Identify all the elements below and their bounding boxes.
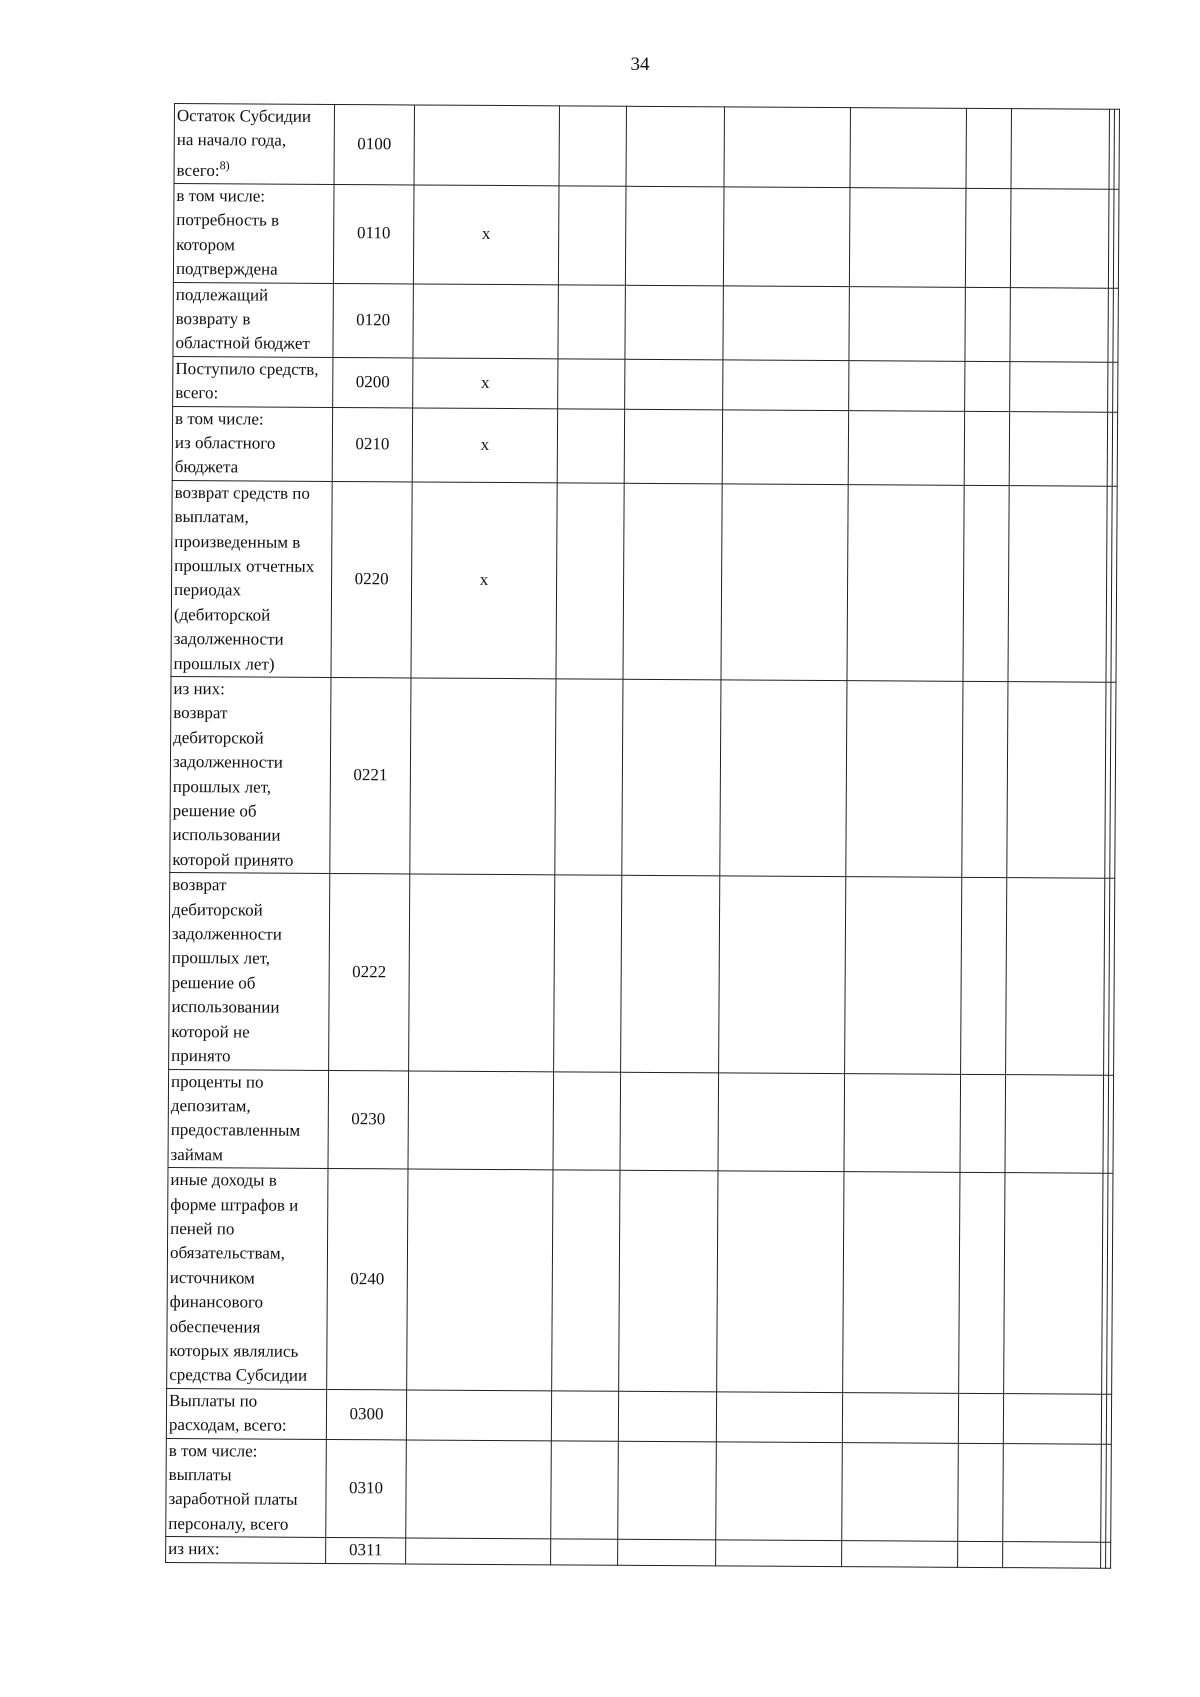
empty-cell <box>626 106 724 186</box>
row-code: 0110 <box>333 184 414 283</box>
table-row <box>166 1388 1111 1444</box>
empty-cell <box>850 108 966 189</box>
empty-cell <box>559 106 626 186</box>
empty-cell <box>1113 288 1118 362</box>
value-cell <box>409 874 555 1071</box>
empty-cell <box>556 483 624 680</box>
empty-cell <box>842 1442 959 1541</box>
empty-cell <box>1003 1542 1101 1568</box>
empty-cell <box>1112 412 1117 486</box>
empty-cell <box>724 107 850 188</box>
empty-cell <box>723 285 849 360</box>
empty-cell <box>962 681 1008 878</box>
row-name: возврат средств по выплатам, произведенным в прошлых отчетных периодах (дебиторской задолженности прошлых лет) <box>173 482 315 674</box>
row-name: из них: возврат дебиторской задолженности прошлых лет, решение об использовании которой принято <box>172 679 294 870</box>
value-cell <box>410 678 556 875</box>
table-body <box>166 104 1120 1568</box>
empty-cell <box>553 1071 621 1170</box>
row-name: Остаток Субсидии на начало года, всего: <box>176 106 312 180</box>
empty-cell <box>723 187 850 286</box>
empty-cell <box>842 1392 958 1443</box>
row-name-cell <box>171 480 332 677</box>
table-row <box>173 356 1118 412</box>
empty-cell <box>1110 682 1116 878</box>
empty-cell <box>625 359 723 409</box>
value-cell <box>414 105 559 186</box>
value-cell <box>413 283 558 358</box>
row-name: Поступило средств, всего: <box>175 358 319 403</box>
empty-cell <box>1004 1173 1103 1394</box>
empty-cell <box>849 360 965 411</box>
value-cell <box>408 1070 554 1170</box>
row-name: иные доходы в форме штрафов и пеней по обязательствам, источником финансового обеспечения которых являлись средства Субсидии <box>169 1170 308 1386</box>
value-cell <box>407 1169 553 1391</box>
row-name: подлежащий возврату в областной бюджет <box>175 284 310 354</box>
empty-cell <box>622 679 721 876</box>
empty-cell <box>716 1441 843 1540</box>
row-name-cell <box>170 676 331 873</box>
row-code: 0300 <box>326 1389 406 1439</box>
empty-cell <box>1109 878 1115 1074</box>
empty-cell <box>966 108 1011 188</box>
empty-cell <box>1113 189 1119 288</box>
empty-cell <box>623 483 722 680</box>
row-name-cell <box>173 356 333 407</box>
table-row <box>174 104 1119 190</box>
empty-cell <box>1011 109 1109 189</box>
value-cell: x <box>413 358 558 409</box>
empty-cell <box>718 1072 845 1171</box>
value-cell <box>406 1390 551 1441</box>
empty-cell <box>965 361 1010 411</box>
value-cell: x <box>412 407 557 482</box>
row-name-cell <box>173 183 334 283</box>
table-row <box>173 282 1118 362</box>
row-name-cell <box>166 1438 327 1538</box>
table-row <box>169 873 1115 1075</box>
empty-cell <box>846 681 963 878</box>
empty-cell <box>1108 1075 1114 1174</box>
table-row <box>171 480 1117 682</box>
value-cell <box>406 1538 551 1564</box>
empty-cell <box>721 484 848 681</box>
empty-cell <box>720 680 847 877</box>
empty-cell <box>557 408 624 483</box>
empty-cell <box>621 875 720 1072</box>
empty-cell <box>964 411 1009 485</box>
row-code: 0240 <box>327 1169 408 1390</box>
empty-cell <box>717 1171 844 1392</box>
empty-cell <box>965 287 1010 361</box>
empty-cell <box>1113 362 1118 412</box>
row-name: в том числе: потребность в котором подтверждена <box>175 185 280 279</box>
row-code: 0120 <box>333 283 413 358</box>
empty-cell <box>620 1072 719 1171</box>
row-name: Выплаты по расходам, всего: <box>168 1390 287 1435</box>
empty-cell <box>849 188 966 287</box>
empty-cell <box>1107 1173 1113 1394</box>
empty-cell <box>1010 361 1108 411</box>
empty-cell <box>551 1539 618 1565</box>
empty-cell <box>960 1074 1006 1173</box>
empty-cell <box>625 285 723 360</box>
empty-cell <box>551 1440 619 1539</box>
row-name-cell <box>169 873 330 1070</box>
empty-cell <box>723 360 849 411</box>
table-row <box>173 183 1119 287</box>
empty-cell <box>847 484 964 681</box>
row-name: из них: <box>168 1539 220 1559</box>
row-name: возврат дебиторской задолженности прошлых лет, решение об использовании которой не принято <box>171 875 282 1066</box>
empty-cell <box>1008 485 1107 682</box>
row-name-cell <box>174 104 334 185</box>
table-row <box>166 1438 1112 1542</box>
report-table <box>165 103 1120 1568</box>
row-code: 0310 <box>326 1439 407 1538</box>
empty-cell <box>1010 188 1109 287</box>
empty-cell <box>1005 1074 1104 1173</box>
table-row <box>167 1168 1113 1394</box>
empty-cell <box>1007 682 1106 879</box>
empty-cell <box>722 409 848 484</box>
empty-cell <box>618 1539 716 1565</box>
table-row <box>168 1069 1114 1173</box>
empty-cell <box>849 286 965 361</box>
empty-cell <box>958 1393 1003 1443</box>
empty-cell <box>843 1172 960 1393</box>
empty-cell <box>551 1391 618 1441</box>
empty-cell <box>958 1542 1003 1568</box>
empty-cell <box>552 1170 620 1391</box>
empty-cell <box>619 1170 718 1391</box>
table-row <box>170 676 1116 878</box>
row-name-cell <box>166 1388 326 1439</box>
row-name: проценты по депозитам, предоставленным займам <box>170 1071 301 1165</box>
row-code: 0311 <box>326 1538 406 1564</box>
empty-cell <box>1003 1443 1102 1542</box>
empty-cell <box>624 409 722 484</box>
page-number: 34 <box>630 54 650 75</box>
empty-cell <box>618 1391 716 1441</box>
empty-cell <box>555 679 623 876</box>
empty-cell <box>965 188 1011 287</box>
empty-cell <box>1003 1393 1101 1443</box>
empty-cell <box>554 875 622 1072</box>
row-code: 0200 <box>333 357 413 407</box>
row-code: 0210 <box>332 407 412 482</box>
table-row <box>166 1537 1111 1568</box>
row-name-cell <box>166 1537 326 1563</box>
table-row <box>172 406 1117 486</box>
empty-cell <box>618 1441 717 1540</box>
empty-cell <box>1106 1394 1111 1444</box>
empty-cell <box>1106 1444 1112 1543</box>
empty-cell <box>963 485 1009 682</box>
empty-cell <box>558 359 625 409</box>
empty-cell <box>558 186 626 285</box>
empty-cell <box>1111 486 1117 682</box>
row-name-cell <box>167 1168 328 1390</box>
empty-cell <box>961 878 1007 1075</box>
empty-cell <box>844 1073 961 1172</box>
empty-cell <box>959 1172 1005 1393</box>
row-code: 0230 <box>328 1070 409 1169</box>
value-cell <box>406 1440 552 1540</box>
row-code: 0221 <box>330 677 411 874</box>
row-code: 0100 <box>334 104 414 184</box>
row-code: 0220 <box>331 481 412 678</box>
value-cell: x <box>411 482 557 679</box>
empty-cell <box>719 876 846 1073</box>
row-name-cell <box>172 406 332 481</box>
row-code: 0222 <box>329 874 410 1071</box>
row-name-cell <box>173 282 333 357</box>
empty-cell <box>1009 411 1107 486</box>
empty-cell <box>558 284 625 359</box>
empty-cell <box>716 1392 842 1443</box>
empty-cell <box>842 1541 958 1567</box>
empty-cell <box>716 1540 842 1566</box>
empty-cell <box>958 1443 1004 1542</box>
empty-cell <box>1010 287 1108 362</box>
empty-cell <box>1106 1542 1111 1567</box>
footnote-marker: 8) <box>219 158 230 173</box>
row-name: в том числе: выплаты заработной платы персоналу, всего <box>168 1440 298 1534</box>
empty-cell <box>625 186 724 285</box>
row-name: в том числе: из областного бюджета <box>174 408 276 477</box>
value-cell: x <box>413 185 559 285</box>
empty-cell <box>1006 878 1105 1075</box>
empty-cell <box>848 410 964 485</box>
row-name-cell <box>168 1069 329 1169</box>
empty-cell <box>1114 109 1119 189</box>
empty-cell <box>845 877 962 1074</box>
